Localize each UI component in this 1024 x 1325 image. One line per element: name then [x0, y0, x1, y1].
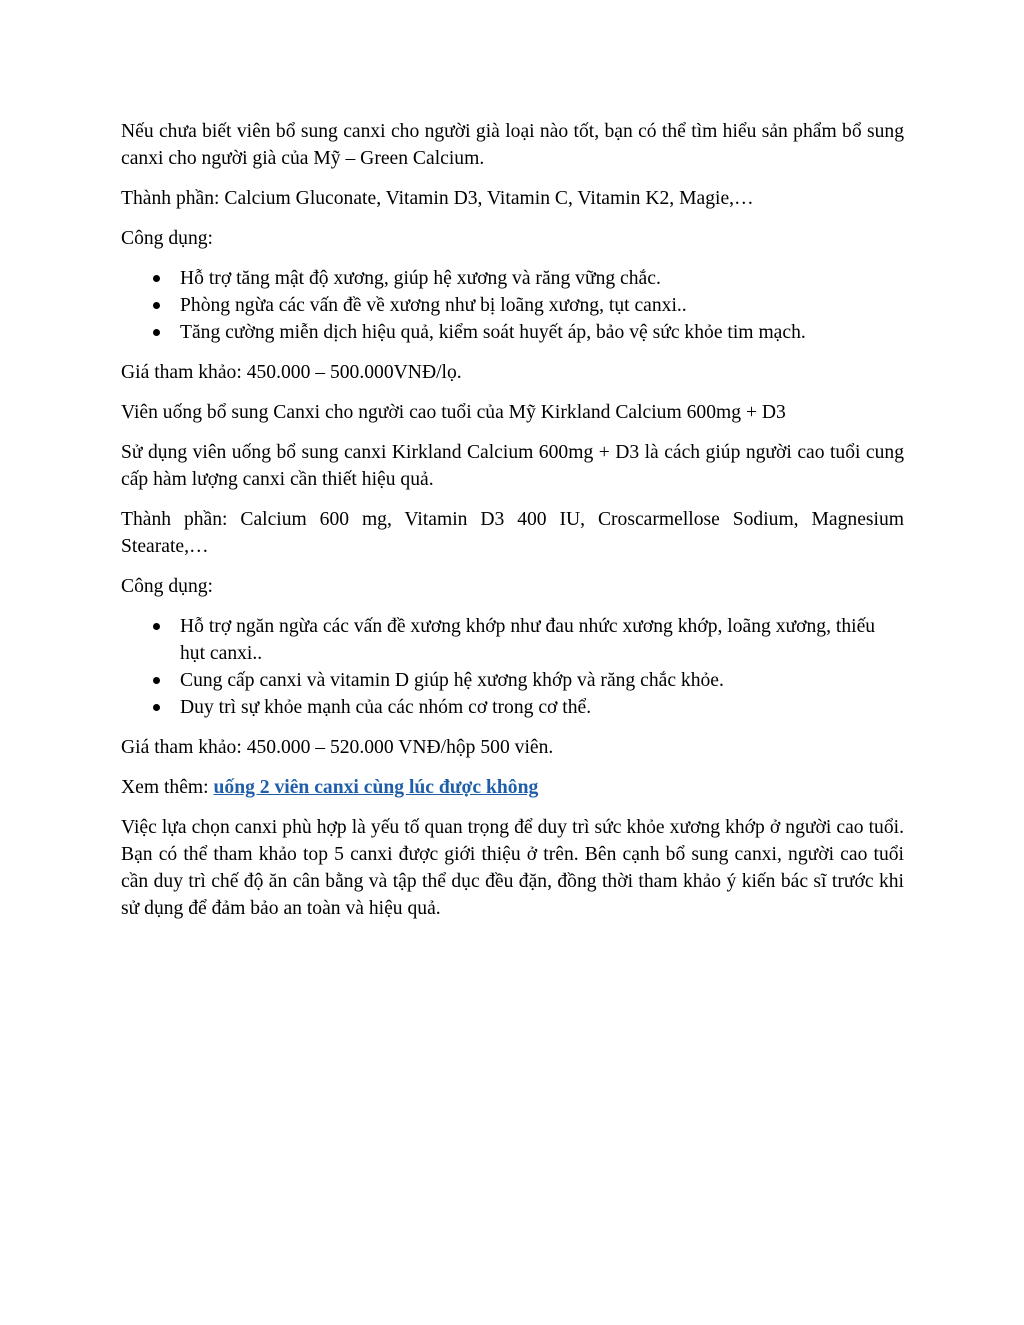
document-page	[121, 118, 904, 935]
intro-paragraph: Nếu chưa biết viên bổ sung canxi cho người già loại nào tốt, bạn có thể tìm hiểu sản phẩm bổ sung canxi cho người già của Mỹ – Green Calcium.	[121, 121, 904, 169]
product2-ingredients: Thành phần: Calcium 600 mg, Vitamin D3 400 IU, Croscarmellose Sodium, Magnesium Stearate,…	[121, 509, 904, 557]
product2-uses-label: Công dụng:	[121, 576, 213, 597]
product2-description: Sử dụng viên uống bổ sung canxi Kirkland Calcium 600mg + D3 là cách giúp người cao tuổi cung cấp hàm lượng canxi cần thiết hiệu quả.	[121, 442, 904, 490]
product1-uses-label: Công dụng:	[121, 228, 213, 249]
see-more-link[interactable]: uống 2 viên canxi cùng lúc được không	[213, 777, 539, 798]
list-item: Cung cấp canxi và vitamin D giúp hệ xương khớp và răng chắc khỏe.	[121, 667, 904, 694]
product2-price: Giá tham khảo: 450.000 – 520.000 VNĐ/hộp 500 viên.	[121, 737, 554, 758]
list-item: Tăng cường miễn dịch hiệu quả, kiểm soát huyết áp, bảo vệ sức khỏe tim mạch.	[121, 319, 904, 346]
list-item: Hỗ trợ tăng mật độ xương, giúp hệ xương và răng vững chắc.	[121, 265, 904, 292]
product1-ingredients: Thành phần: Calcium Gluconate, Vitamin D3, Vitamin C, Vitamin K2, Magie,…	[121, 188, 754, 209]
list-item: Hỗ trợ ngăn ngừa các vấn đề xương khớp như đau nhức xương khớp, loãng xương, thiếu hụt canxi..	[121, 613, 904, 667]
product1-uses-list	[121, 265, 904, 346]
see-more-label: Xem thêm:	[121, 777, 214, 798]
see-more-line	[121, 774, 904, 801]
list-item: Duy trì sự khỏe mạnh của các nhóm cơ trong cơ thể.	[121, 694, 904, 721]
list-item: Phòng ngừa các vấn đề về xương như bị loãng xương, tụt canxi..	[121, 292, 904, 319]
conclusion-paragraph: Việc lựa chọn canxi phù hợp là yếu tố quan trọng để duy trì sức khỏe xương khớp ở người cao tuổi. Bạn có thể tham khảo top 5 canxi được giới thiệu ở trên. Bên cạnh bổ sung canxi, người cao tuổi cần duy trì chế độ ăn cân bằng và tập thể dục đều đặn, đồng thời tham khảo ý kiến bác sĩ trước khi sử dụng để đảm bảo an toàn và hiệu quả.	[121, 817, 904, 919]
product2-title: Viên uống bổ sung Canxi cho người cao tuổi của Mỹ Kirkland Calcium 600mg + D3	[121, 402, 786, 423]
product1-price: Giá tham khảo: 450.000 – 500.000VNĐ/lọ.	[121, 362, 462, 383]
product2-uses-list	[121, 613, 904, 721]
